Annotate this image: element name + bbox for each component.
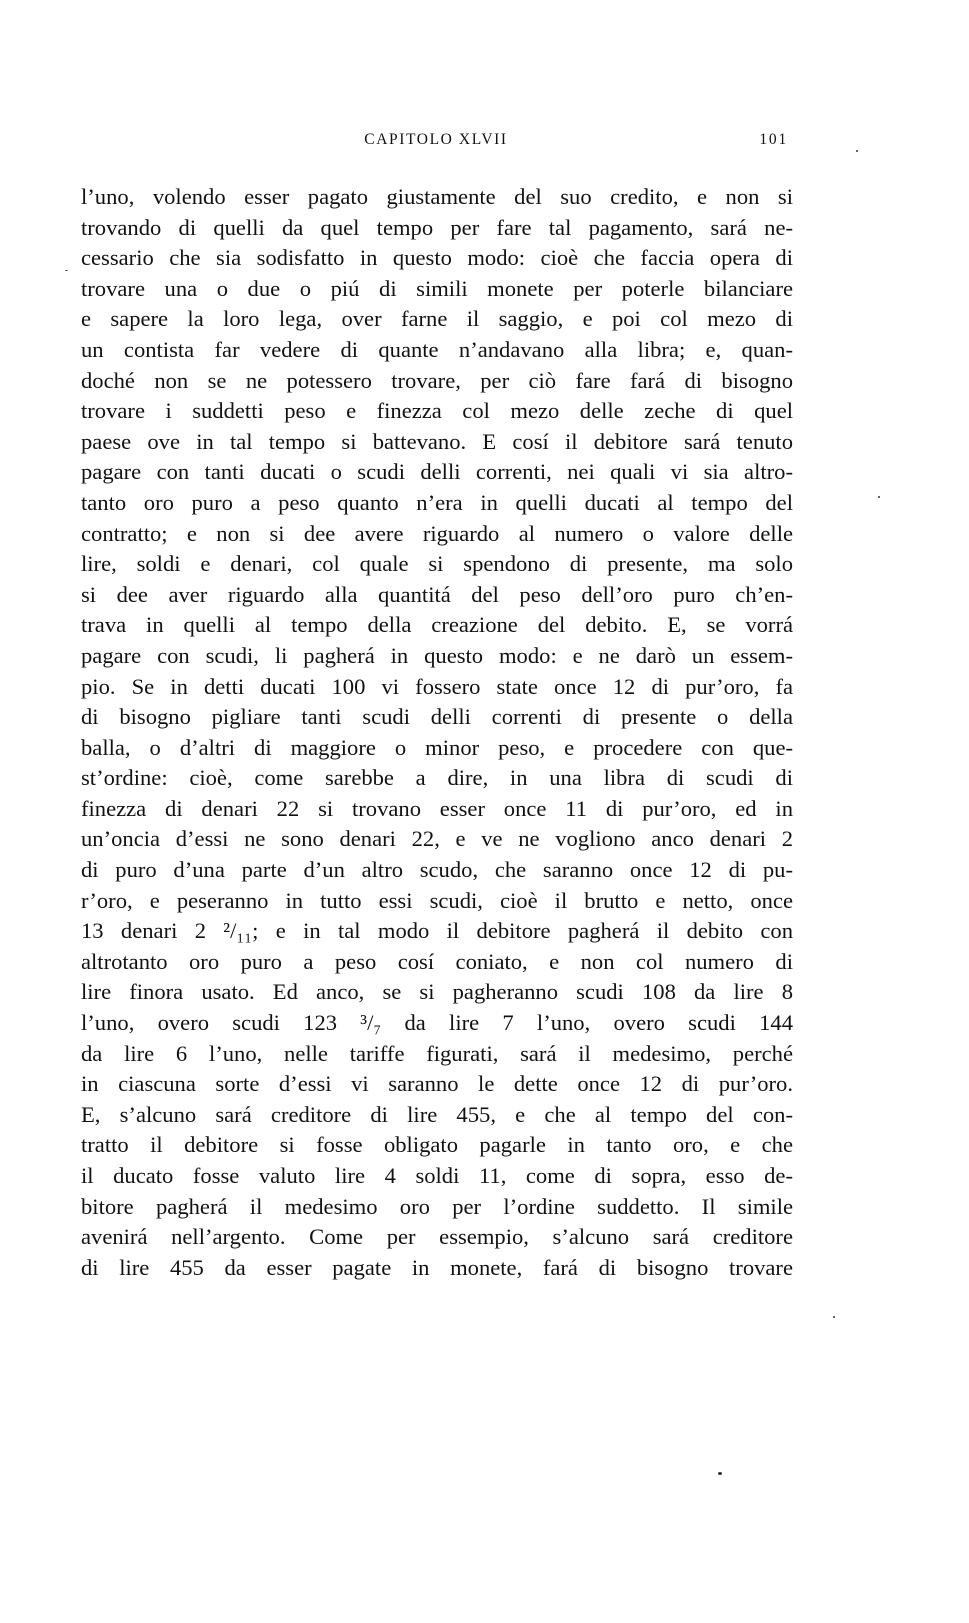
text-line: pagare con scudi, li pagherá in questo modo: e ne darò un essem- [81,642,793,668]
scan-speck [718,1472,722,1475]
body-text [81,182,793,1283]
text-line: doché non se ne potessero trovare, per ciò fare fará di bisogno [81,367,793,393]
text-line: da lire 6 l’uno, nelle tariffe figurati, sará il medesimo, perché [81,1040,793,1066]
scan-speck [65,270,68,271]
text-line: in ciascuna sorte d’essi vi saranno le dette once 12 di pur’oro. [81,1071,793,1097]
text-line: il ducato fosse valuto lire 4 soldi 11, come di sopra, esso de- [81,1163,793,1188]
running-head [80,131,792,155]
text-line: contratto; e non si dee avere riguardo al numero o valore delle [81,520,793,546]
scan-speck [833,1316,835,1318]
text-line: st’ordine: cioè, come sarebbe a dire, in una libra di scudi di [81,765,793,791]
text-line: bitore pagherá il medesimo oro per l’ordine suddetto. Il simile [81,1193,793,1219]
text-line: l’uno, volendo esser pagato giustamente del suo credito, e non si [81,184,793,209]
text-line: avenirá nell’argento. Come per essempio, s’alcuno sará creditore [81,1224,793,1250]
text-line: cessario che sia sodisfatto in questo modo: cioè che faccia opera di [81,245,793,271]
text-line: trovando di quelli da quel tempo per fare tal pagamento, sará ne- [81,214,793,240]
text-line: 13 denari 2 ²/₁₁; e in tal modo il debitore pagherá il debito con [81,918,793,944]
text-line: l’uno, overo scudi 123 ³/₇ da lire 7 l’uno, overo scudi 144 [81,1010,793,1036]
text-line: pagare con tanti ducati o scudi delli correnti, nei quali vi sia altro- [81,459,793,485]
scan-speck [856,150,858,152]
scan-speck [878,496,880,498]
text-line: tratto il debitore si fosse obligato pagarle in tanto oro, e che [81,1132,793,1158]
text-line: si dee aver riguardo alla quantitá del peso dell’oro puro ch’en- [81,581,793,607]
text-line: di bisogno pigliare tanti scudi delli correnti di presente o della [81,704,793,730]
text-line: un contista far vedere di quante n’andavano alla libra; e, quan- [81,336,793,362]
text-line: un’oncia d’essi ne sono denari 22, e ve ne vogliono anco denari 2 [81,826,793,852]
text-line: lire, soldi e denari, col quale si spendono di presente, ma solo [81,551,793,577]
text-line: trovare una o due o piú di simili monete per poterle bilanciare [81,275,793,301]
page-number: 101 [759,131,788,148]
text-line: balla, o d’altri di maggiore o minor peso, e procedere con que- [81,734,793,760]
text-line: trovare i suddetti peso e finezza col mezo delle zeche di quel [81,398,793,424]
text-line: di puro d’una parte d’un altro scudo, che saranno once 12 di pu- [81,857,793,883]
text-line: r’oro, e peseranno in tutto essi scudi, cioè il brutto e netto, once [81,887,793,913]
text-line: trava in quelli al tempo della creazione del debito. E, se vorrá [81,612,793,638]
text-line: tanto oro puro a peso quanto n’era in quelli ducati al tempo del [81,489,793,515]
text-line: altrotanto oro puro a peso cosí coniato, e non col numero di [81,948,793,974]
chapter-title: CAPITOLO XLVII [364,131,508,148]
text-line: pio. Se in detti ducati 100 vi fossero state once 12 di pur’oro, fa [81,673,793,699]
text-line: lire finora usato. Ed anco, se si pagheranno scudi 108 da lire 8 [81,979,793,1005]
text-line: e sapere la loro lega, over farne il saggio, e poi col mezo di [81,306,793,332]
text-line: paese ove in tal tempo si battevano. E cosí il debitore sará tenuto [81,428,793,454]
text-line: E, s’alcuno sará creditore di lire 455, e che al tempo del con- [81,1101,793,1127]
text-line: di lire 455 da esser pagate in monete, fará di bisogno trovare [81,1254,793,1280]
text-line: finezza di denari 22 si trovano esser once 11 di pur’oro, ed in [81,795,793,821]
